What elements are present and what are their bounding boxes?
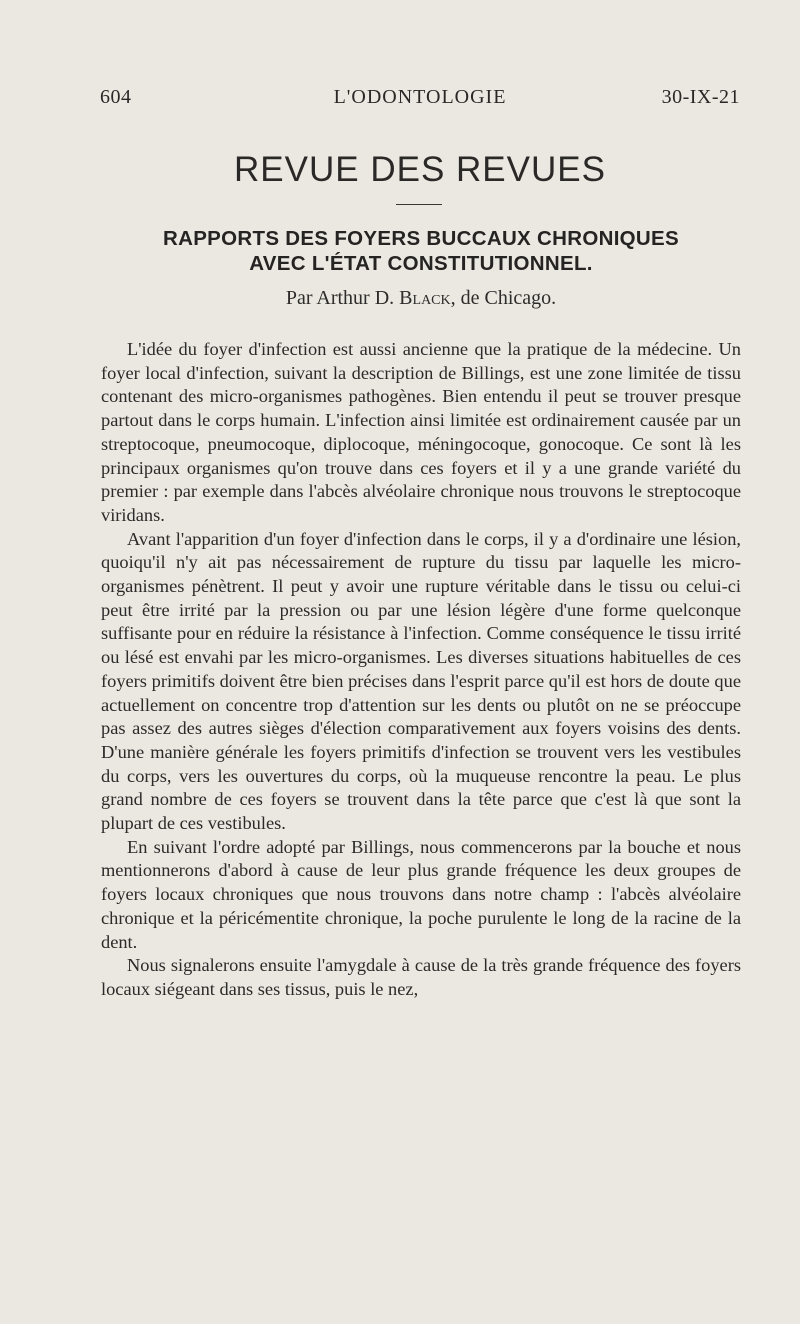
section-title: REVUE DES REVUES — [234, 150, 606, 189]
byline-suffix: , de Chicago. — [450, 287, 557, 309]
running-head — [100, 86, 740, 114]
journal-title: L'ODONTOLOGIE — [333, 86, 507, 108]
issue-date: 30-IX-21 — [661, 86, 740, 108]
article-title-line-2: AVEC L'ÉTAT CONSTITUTIONNEL. — [249, 252, 593, 275]
article-body — [101, 338, 741, 1002]
byline — [100, 287, 742, 310]
article-title-line-1: RAPPORTS DES FOYERS BUCCAUX CHRONIQUES — [163, 227, 679, 250]
byline-prefix: Par Arthur D. — [285, 287, 400, 309]
title-divider — [396, 204, 442, 205]
paragraph-4: Nous signalerons ensuite l'amygdale à cause de la très grande fréquence des foyers locaux siégeant dans ses tissus, puis le nez, — [101, 955, 741, 999]
article-title — [100, 226, 742, 276]
page-number: 604 — [100, 86, 132, 108]
paragraph-2: Avant l'apparition d'un foyer d'infection dans le corps, il y a d'ordinaire une lésion, quoiqu'il n'y ait pas nécessairement de rupture du tissu par laquelle les micro-organismes pénètrent. Il peut y avoir une rupture véritable dans le tissu ou celui-ci peut être irrité par la pression ou par une lésion légère d'une forme quelconque suffisante pour en réduire la résistance à l'infection. Comme conséquence le tissu irrité ou lésé est envahi par les micro-organismes. Les diverses situations habituelles de ces foyers primitifs doivent être bien précises dans l'esprit parce qu'il est hors de doute que actuellement on concentre trop d'attention sur les dents ou plutôt on ne se préoccupe pas assez des autres sièges d'élection comparativement aux foyers voisins des dents. D'une manière générale les foyers primitifs d'infection se trouvent vers les vestibules du corps, vers les ouvertures du corps, où la muqueuse rencontre la peau. Le plus grand nombre de ces foyers se trouvent dans la tête parce que c'est là que sont la plupart de ces vestibules. — [101, 528, 741, 834]
paragraph-1: L'idée du foyer d'infection est aussi ancienne que la pratique de la médecine. Un foyer local d'infection, suivant la description de Billings, est une zone limitée de tissu contenant des micro-organismes pathogènes. Bien entendu il peut se trouver presque partout dans le corps humain. L'infection ainsi limitée est ordinairement causée par un streptocoque, pneumocoque, diplocoque, méningocoque, gonocoque. Ce sont là les principaux organismes qu'on trouve dans ces foyers et il y a une grande variété du premier : par exemple dans l'abcès alvéolaire chronique nous trouvons le streptocoque viridans. — [101, 339, 741, 525]
author-surname: Black — [399, 287, 451, 309]
paragraph-3: En suivant l'ordre adopté par Billings, nous commencerons par la bouche et nous mentionnerons d'abord à cause de leur plus grande fréquence les deux groupes de foyers locaux chroniques que nous trouvons dans notre champ : l'abcès alvéolaire chronique et la péricémentite chronique, la poche purulente le long de la racine de la dent. — [101, 836, 741, 952]
